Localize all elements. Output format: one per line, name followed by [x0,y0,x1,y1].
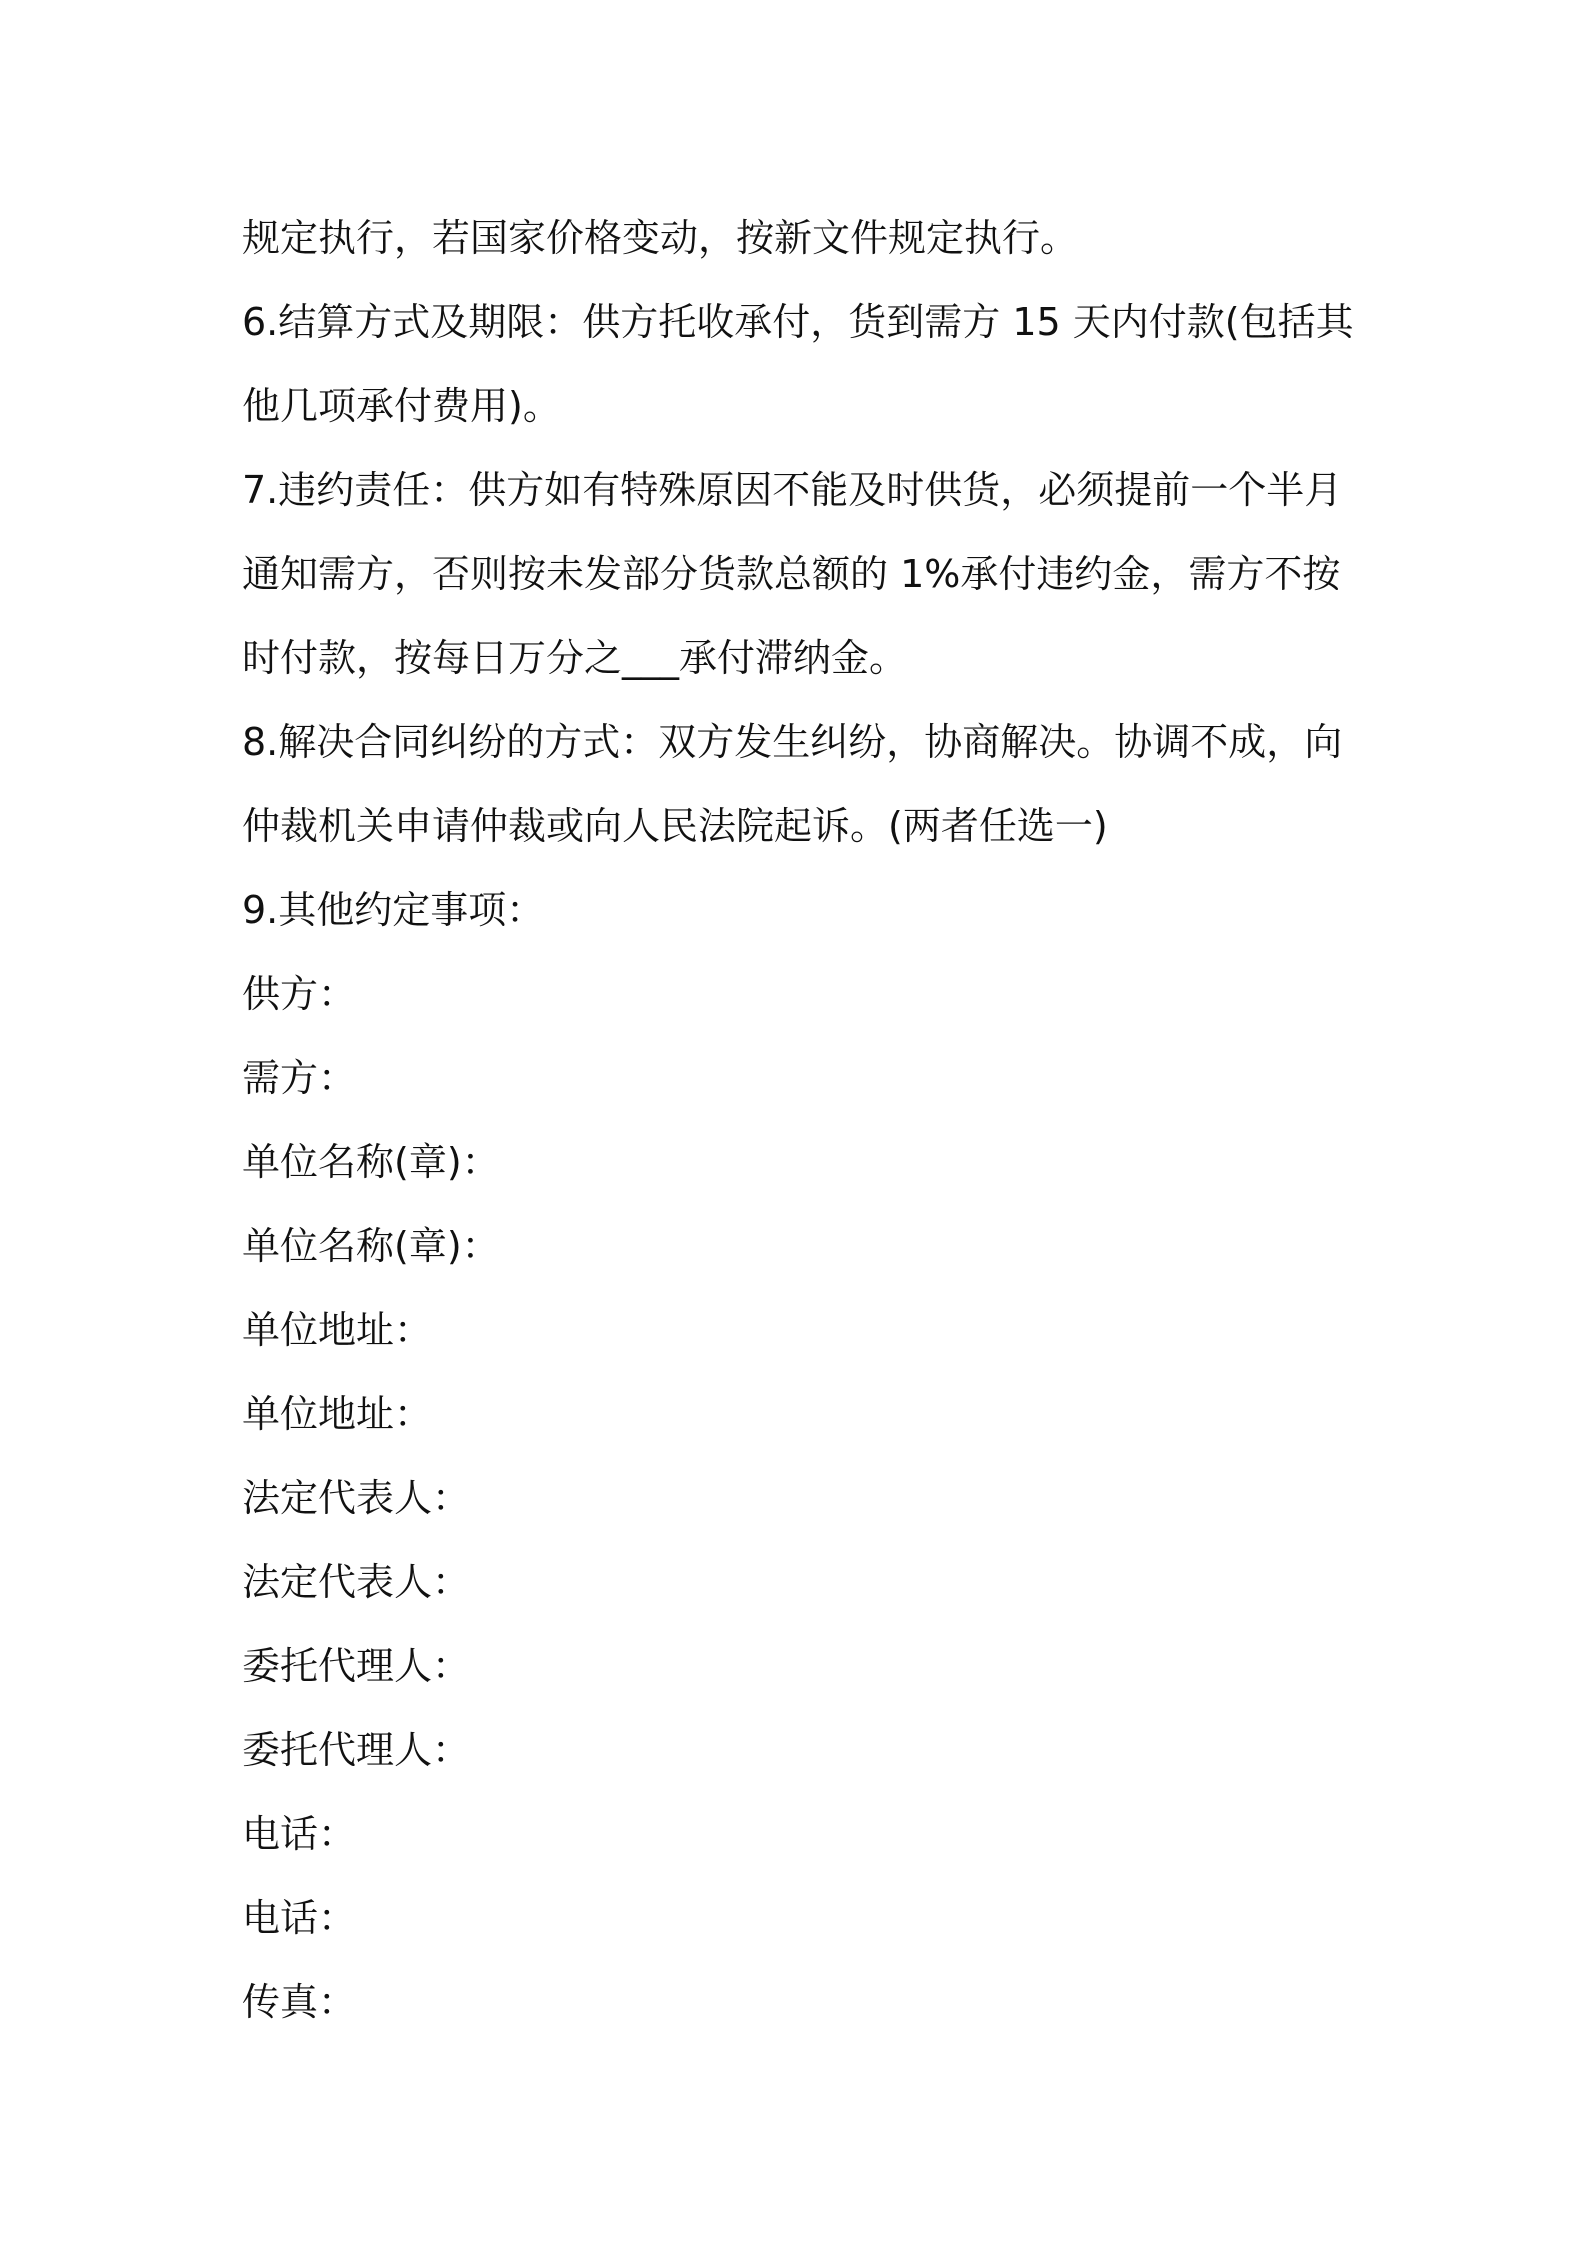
clause-7-breach-liability: 7.违约责任：供方如有特殊原因不能及时供货，必须提前一个半月通知需方，否则按未发部分货款总额的 1%承付违约金，需方不按时付款，按每日万分之___承付滞纳金。 [242,468,1343,680]
field-company-name-1: 单位名称(章)： [242,1140,500,1184]
field-company-address-1: 单位地址： [242,1308,433,1352]
field-company-name-2: 单位名称(章)： [242,1224,500,1268]
field-fax: 传真： [242,1980,357,2024]
field-legal-representative-1: 法定代表人： [242,1476,471,1520]
field-authorized-agent-1: 委托代理人： [242,1644,471,1688]
field-supplier: 供方： [242,972,357,1016]
signature-fields [242,952,1362,2044]
paragraph-continuation: 规定执行，若国家价格变动，按新文件规定执行。 [242,216,1079,260]
field-buyer: 需方： [242,1056,357,1100]
document-body [242,196,1362,2044]
field-authorized-agent-2: 委托代理人： [242,1728,471,1772]
clause-8-dispute-resolution: 8.解决合同纠纷的方式：双方发生纠纷，协商解决。协调不成，向仲裁机关申请仲裁或向人民法院起诉。(两者任选一) [242,720,1343,848]
clause-6-settlement: 6.结算方式及期限：供方托收承付，货到需方 15 天内付款(包括其他几项承付费用)。 [242,300,1354,428]
field-legal-representative-2: 法定代表人： [242,1560,471,1604]
clause-9-other-matters: 9.其他约定事项： [242,888,545,932]
field-phone-2: 电话： [242,1896,357,1940]
field-company-address-2: 单位地址： [242,1392,433,1436]
field-phone-1: 电话： [242,1812,357,1856]
